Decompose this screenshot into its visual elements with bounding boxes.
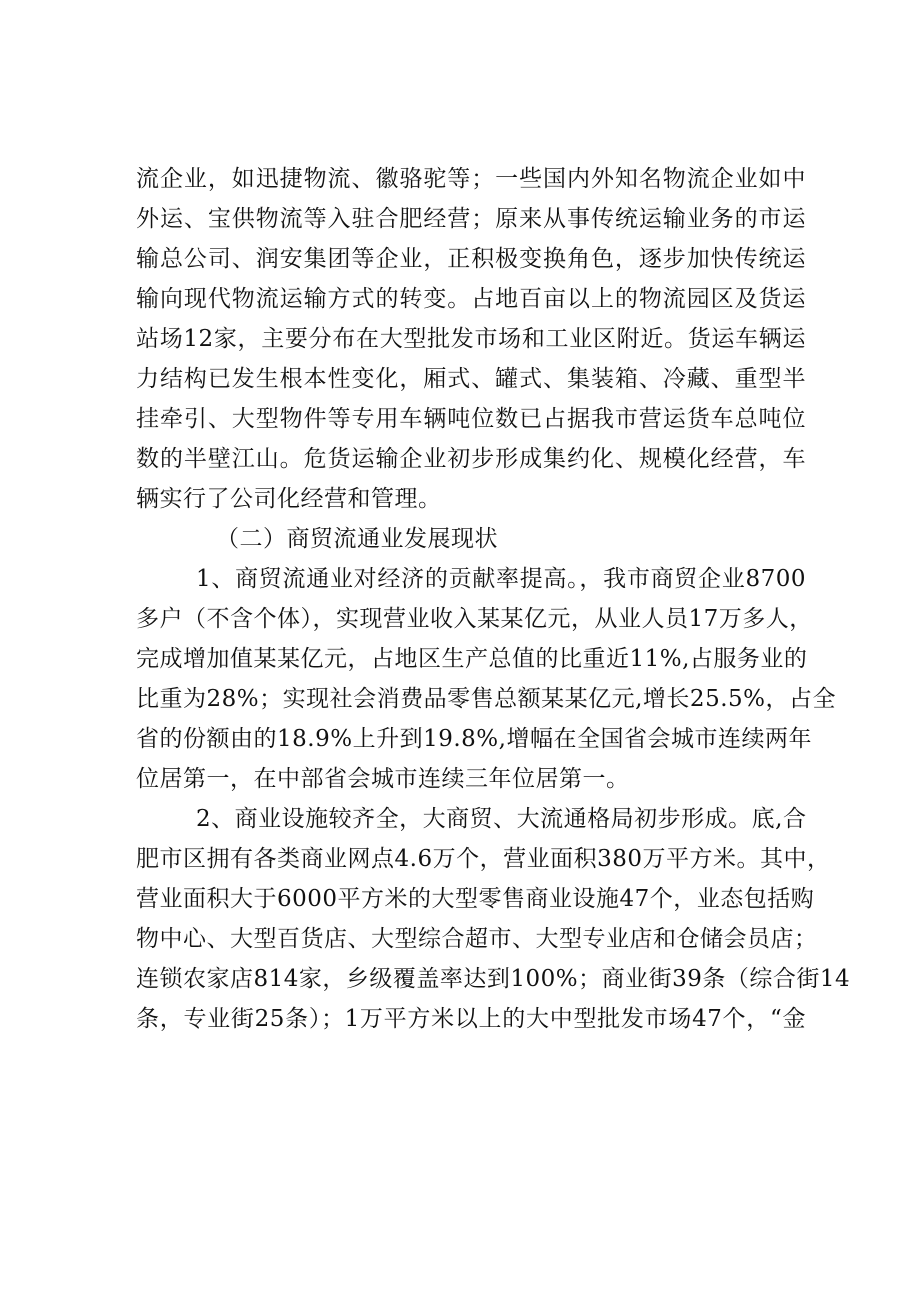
text-line: 2、商业设施较齐全，大商贸、大流通格局初步形成。底,合: [196, 806, 807, 832]
text-line: 站场12家，主要分布在大型批发市场和工业区附近。货运车辆运: [136, 326, 806, 352]
text-line: 数的半壁江山。危货运输企业初步形成集约化、规模化经营，车: [136, 446, 806, 472]
text-line: 输总公司、润安集团等企业，正积极变换角色，逐步加快传统运: [136, 246, 806, 272]
text-line: 位居第一，在中部省会城市连续三年位居第一。: [136, 766, 630, 792]
text-line: 外运、宝供物流等入驻合肥经营；原来从事传统运输业务的市运: [136, 206, 806, 232]
text-line: 1、商贸流通业对经济的贡献率提高。，我市商贸企业8700: [196, 566, 806, 592]
document-body: [136, 159, 851, 1039]
text-line: 挂牵引、大型物件等专用车辆吨位数已占据我市营运货车总吨位: [136, 406, 806, 432]
text-line: 物中心、大型百货店、大型综合超市、大型专业店和仓储会员店；: [136, 926, 818, 952]
paragraph-logistics-continuation: [136, 159, 806, 519]
paragraph-commercial-facilities: [136, 799, 851, 1039]
text-line: 连锁农家店814家，乡级覆盖率达到100%；商业街39条（综合街14: [136, 966, 851, 992]
text-line: 多户（不含个体），实现营业收入某某亿元，从业人员17万多人，: [136, 606, 813, 632]
text-line: 省的份额由的18.9%上升到19.8%,增幅在全国省会城市连续两年: [136, 726, 812, 752]
section-heading-text: （二）商贸流通业发展现状: [216, 526, 498, 552]
text-line: 辆实行了公司化经营和管理。: [136, 486, 442, 512]
text-line: 肥市区拥有各类商业网点4.6万个，营业面积380万平方米。其中，: [136, 846, 831, 872]
text-line: 条，专业街25条）；1万平方米以上的大中型批发市场47个，“金: [136, 1006, 806, 1032]
text-line: 力结构已发生根本性变化，厢式、罐式、集装箱、冷藏、重型半: [136, 366, 806, 392]
paragraph-contribution: [136, 559, 836, 799]
text-line: 营业面积大于6000平方米的大型零售商业设施47个，业态包括购: [136, 886, 815, 912]
text-line: 流企业，如迅捷物流、徽骆驼等；一些国内外知名物流企业如中: [136, 166, 806, 192]
text-line: 完成增加值某某亿元，占地区生产总值的比重近11%,占服务业的: [136, 646, 808, 672]
section-heading: [136, 519, 806, 559]
text-line: 输向现代物流运输方式的转变。占地百亩以上的物流园区及货运: [136, 286, 806, 312]
text-line: 比重为28%；实现社会消费品零售总额某某亿元,增长25.5%，占全: [136, 686, 836, 712]
